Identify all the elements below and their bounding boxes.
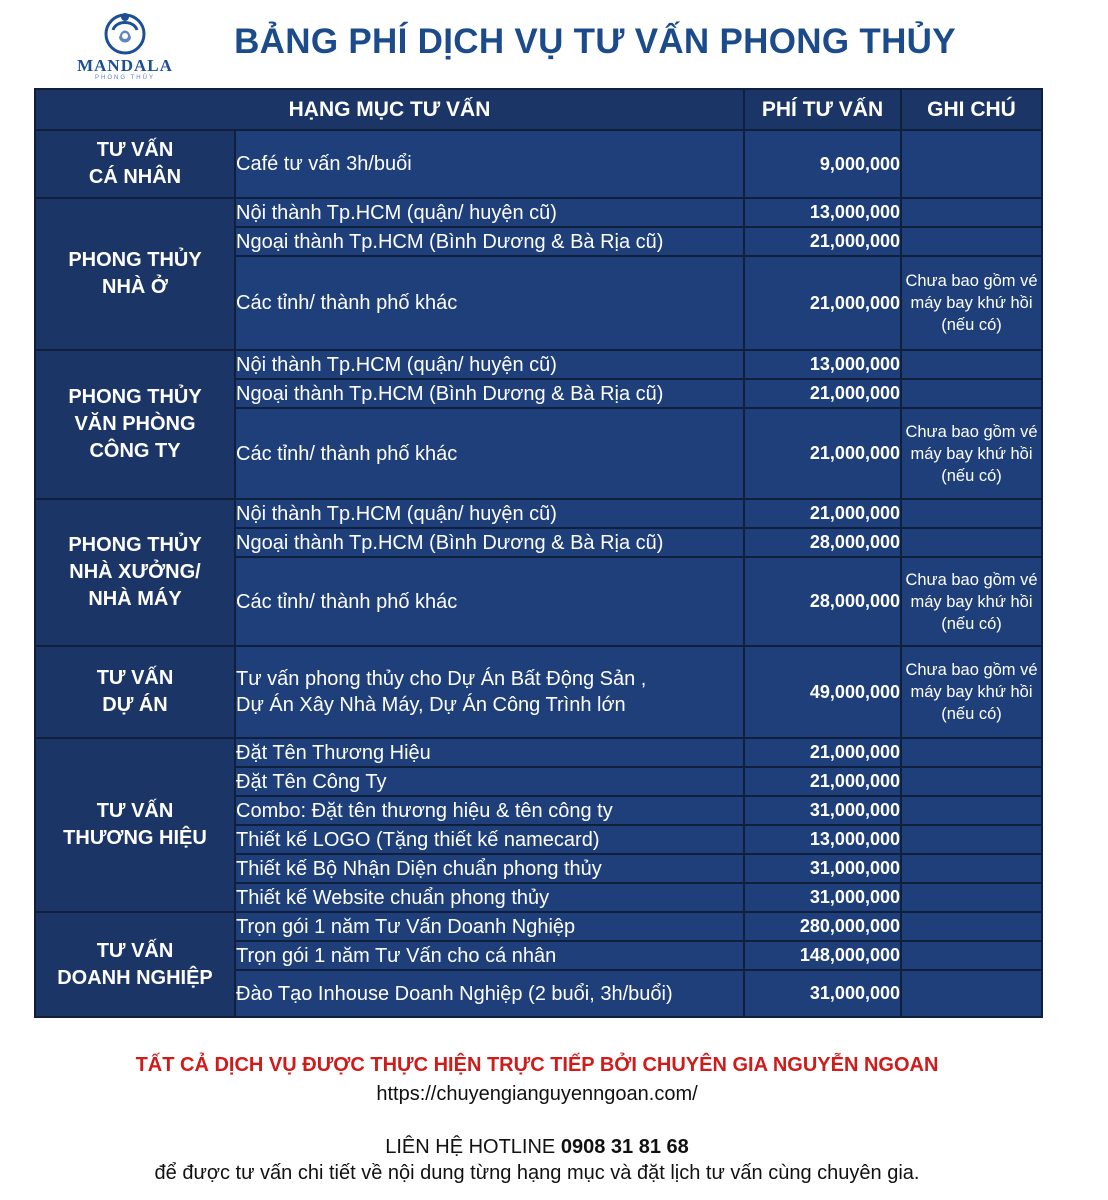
fee-cell: 148,000,000 (744, 941, 901, 970)
brand-name: MANDALA (77, 56, 173, 75)
item-cell: Nội thành Tp.HCM (quận/ huyện cũ) (235, 350, 744, 379)
table-row (35, 198, 1042, 227)
table-row (35, 912, 1042, 941)
category-cell: TƯ VẤN DOANH NGHIỆP (35, 912, 235, 1017)
table-header-row (35, 89, 1042, 130)
hotline-line (0, 1136, 1074, 1159)
fee-table-body (35, 130, 1042, 1017)
fee-cell: 21,000,000 (744, 738, 901, 767)
note-cell: Chưa bao gồm vé máy bay khứ hồi (nếu có) (901, 646, 1042, 738)
header-note: GHI CHÚ (901, 89, 1042, 130)
note-cell (901, 350, 1042, 379)
fee-cell: 13,000,000 (744, 198, 901, 227)
note-cell (901, 912, 1042, 941)
brand-logo (72, 8, 178, 86)
fee-cell: 28,000,000 (744, 557, 901, 646)
item-cell: Trọn gói 1 năm Tư Vấn Doanh Nghiệp (235, 912, 744, 941)
item-cell: Đặt Tên Thương Hiệu (235, 738, 744, 767)
item-cell: Ngoại thành Tp.HCM (Bình Dương & Bà Rịa cũ) (235, 528, 744, 557)
item-cell: Nội thành Tp.HCM (quận/ huyện cũ) (235, 198, 744, 227)
note-cell (901, 767, 1042, 796)
item-cell: Café tư vấn 3h/buổi (235, 130, 744, 198)
table-row (35, 646, 1042, 738)
fee-cell: 31,000,000 (744, 883, 901, 912)
item-cell: Trọn gói 1 năm Tư Vấn cho cá nhân (235, 941, 744, 970)
note-cell (901, 796, 1042, 825)
note-cell (901, 941, 1042, 970)
fee-cell: 49,000,000 (744, 646, 901, 738)
page-title: BẢNG PHÍ DỊCH VỤ TƯ VẤN PHONG THỦY (234, 22, 956, 61)
fee-cell: 13,000,000 (744, 825, 901, 854)
note-cell: Chưa bao gồm vé máy bay khứ hồi (nếu có) (901, 256, 1042, 350)
note-cell (901, 854, 1042, 883)
item-cell: Combo: Đặt tên thương hiệu & tên công ty (235, 796, 744, 825)
note-cell: Chưa bao gồm vé máy bay khứ hồi (nếu có) (901, 557, 1042, 646)
expert-statement: TẤT CẢ DỊCH VỤ ĐƯỢC THỰC HIỆN TRỰC TIẾP BỞI CHUYÊN GIA NGUYỄN NGOAN (135, 1054, 939, 1076)
category-cell: TƯ VẤN THƯƠNG HIỆU (35, 738, 235, 912)
fee-cell: 21,000,000 (744, 767, 901, 796)
fee-cell: 28,000,000 (744, 528, 901, 557)
fee-cell: 31,000,000 (744, 970, 901, 1017)
category-cell: PHONG THỦY VĂN PHÒNG CÔNG TY (35, 350, 235, 499)
category-cell: TƯ VẤN DỰ ÁN (35, 646, 235, 738)
fee-cell: 9,000,000 (744, 130, 901, 198)
item-cell: Ngoại thành Tp.HCM (Bình Dương & Bà Rịa cũ) (235, 227, 744, 256)
fee-cell: 280,000,000 (744, 912, 901, 941)
table-row (35, 350, 1042, 379)
note-cell (901, 883, 1042, 912)
table-row (35, 499, 1042, 528)
note-cell (901, 198, 1042, 227)
page-header (0, 0, 1108, 88)
fee-cell: 21,000,000 (744, 227, 901, 256)
header-fee: PHÍ TƯ VẤN (744, 89, 901, 130)
item-cell: Nội thành Tp.HCM (quận/ huyện cũ) (235, 499, 744, 528)
contact-description: để được tư vấn chi tiết về nội dung từng hạng mục và đặt lịch tư vấn cùng chuyên gia. (154, 1162, 920, 1184)
fee-cell: 13,000,000 (744, 350, 901, 379)
mandala-logo-icon (72, 8, 178, 58)
note-cell (901, 738, 1042, 767)
table-row (35, 738, 1042, 767)
fee-cell: 31,000,000 (744, 796, 901, 825)
note-cell (901, 825, 1042, 854)
item-cell: Các tỉnh/ thành phố khác (235, 256, 744, 350)
category-cell: PHONG THỦY NHÀ Ở (35, 198, 235, 350)
item-cell: Đào Tạo Inhouse Doanh Nghiệp (2 buổi, 3h/buổi) (235, 970, 744, 1017)
item-cell: Tư vấn phong thủy cho Dự Án Bất Động Sản , Dự Án Xây Nhà Máy, Dự Án Công Trình lớn (235, 646, 744, 738)
fee-table (34, 88, 1043, 1018)
note-cell (901, 499, 1042, 528)
hotline-label: LIÊN HỆ HOTLINE (385, 1136, 556, 1158)
note-cell (901, 227, 1042, 256)
item-cell: Thiết kế LOGO (Tặng thiết kế namecard) (235, 825, 744, 854)
website-link[interactable]: https://chuyengianguyenngoan.com/ (376, 1083, 698, 1105)
fee-cell: 21,000,000 (744, 379, 901, 408)
hotline-number[interactable]: 0908 31 81 68 (560, 1136, 689, 1158)
fee-cell: 21,000,000 (744, 499, 901, 528)
category-cell: TƯ VẤN CÁ NHÂN (35, 130, 235, 198)
fee-cell: 21,000,000 (744, 256, 901, 350)
header-item: HẠNG MỤC TƯ VẤN (35, 89, 744, 130)
note-cell: Chưa bao gồm vé máy bay khứ hồi (nếu có) (901, 408, 1042, 499)
note-cell (901, 130, 1042, 198)
table-row (35, 130, 1042, 198)
item-cell: Các tỉnh/ thành phố khác (235, 408, 744, 499)
fee-cell: 21,000,000 (744, 408, 901, 499)
item-cell: Thiết kế Website chuẩn phong thủy (235, 883, 744, 912)
brand-tagline: PHONG THỦY (95, 75, 155, 81)
note-cell (901, 970, 1042, 1017)
item-cell: Ngoại thành Tp.HCM (Bình Dương & Bà Rịa cũ) (235, 379, 744, 408)
item-cell: Các tỉnh/ thành phố khác (235, 557, 744, 646)
item-cell: Thiết kế Bộ Nhận Diện chuẩn phong thủy (235, 854, 744, 883)
note-cell (901, 379, 1042, 408)
item-cell: Đặt Tên Công Ty (235, 767, 744, 796)
category-cell: PHONG THỦY NHÀ XƯỞNG/ NHÀ MÁY (35, 499, 235, 646)
note-cell (901, 528, 1042, 557)
fee-cell: 31,000,000 (744, 854, 901, 883)
